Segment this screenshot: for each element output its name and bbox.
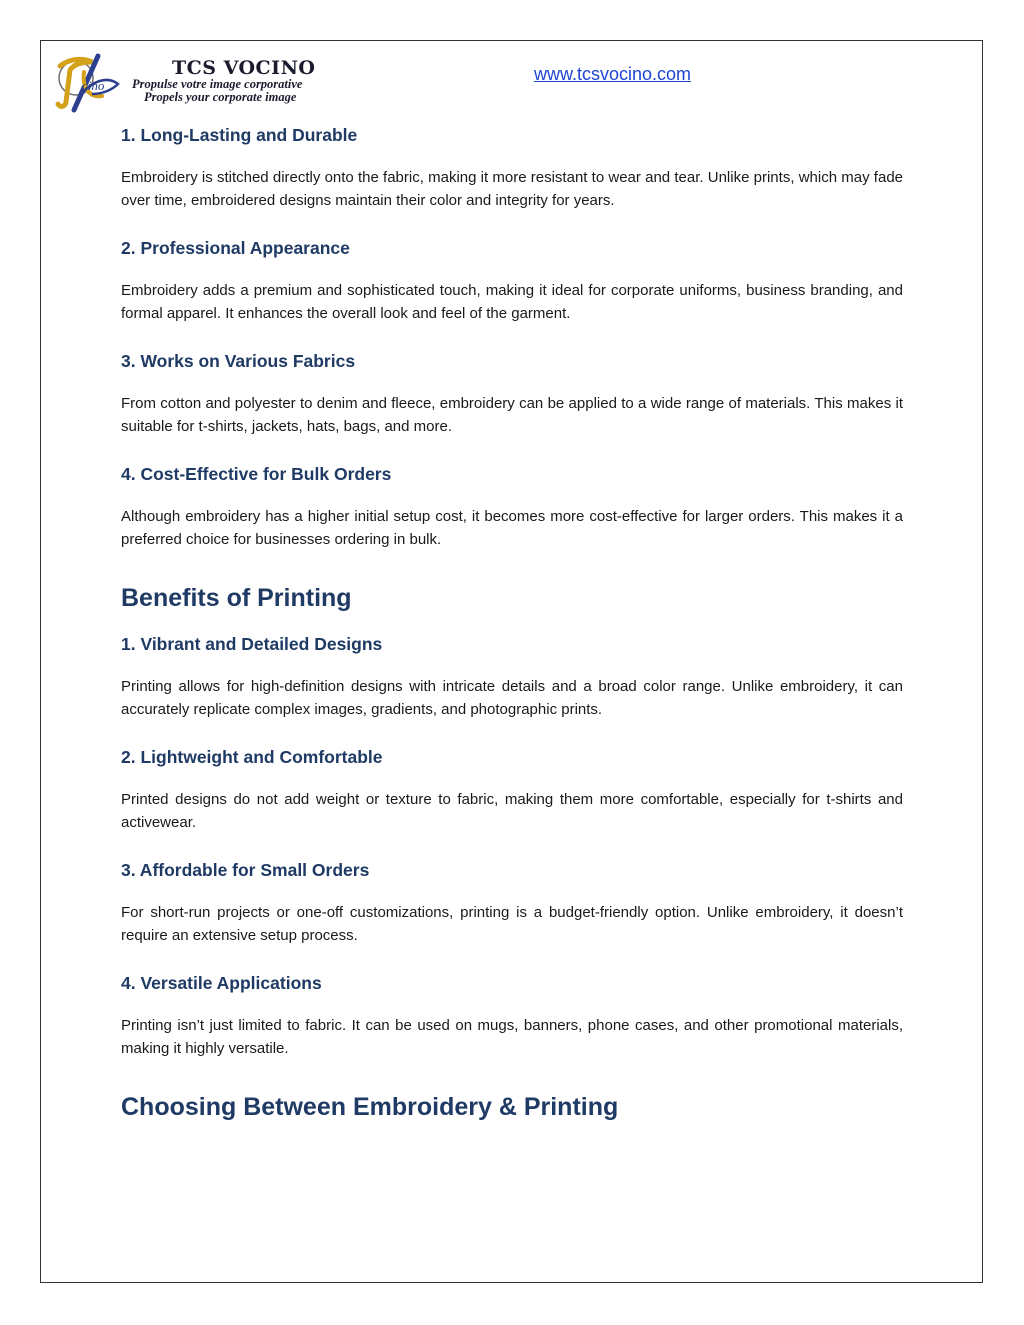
printing-section-title: Benefits of Printing [121,584,352,612]
embroidery-benefit-1-heading: 1. Long-Lasting and Durable [121,125,358,145]
website-link[interactable]: www.tcsvocino.com [534,64,692,84]
logo-text [132,58,315,104]
svg-text:cino: cino [82,78,105,93]
brand-name: TCS VOCINO [172,57,316,79]
document-body [121,122,903,1124]
embroidery-benefit-1-text: Embroidery is stitched directly onto the fabric, making it more resistant to wear and tear. Unlike prints, which may fade over time, embroidered designs maintain their color and integrity for years. [121,169,903,209]
embroidery-benefit-2-text: Embroidery adds a premium and sophisticated touch, making it ideal for corporate uniforms, business branding, and formal apparel. It enhances the overall look and feel of the garment. [121,282,903,322]
printing-benefit-3-heading: 3. Affordable for Small Orders [121,860,370,880]
choosing-section-title: Choosing Between Embroidery & Printing [121,1093,619,1121]
printing-benefit-4-text: Printing isn’t just limited to fabric. It can be used on mugs, banners, phone cases, and other promotional materials, making it highly versatile. [121,1017,903,1057]
printing-benefit-2-text: Printed designs do not add weight or texture to fabric, making them more comfortable, especially for t-shirts and activewear. [121,791,903,831]
embroidery-benefit-3-text: From cotton and polyester to denim and fleece, embroidery can be applied to a wide range of materials. This makes it suitable for t-shirts, jackets, hats, bags, and more. [121,395,903,435]
tagline-english: Propels your corporate image [144,90,297,104]
printing-benefit-4-heading: 4. Versatile Applications [121,973,322,993]
embroidery-benefit-4-text: Although embroidery has a higher initial setup cost, it becomes more cost-effective for larger orders. This makes it a preferred choice for businesses ordering in bulk. [121,508,903,548]
printing-benefit-1-heading: 1. Vibrant and Detailed Designs [121,634,383,654]
printing-benefit-2-heading: 2. Lightweight and Comfortable [121,747,383,767]
embroidery-benefit-4-heading: 4. Cost-Effective for Bulk Orders [121,464,392,484]
printing-benefit-3-text: For short-run projects or one-off customizations, printing is a budget-friendly option. Unlike embroidery, it doesn’t require an extensive setup process. [121,904,903,944]
company-logo [52,50,352,114]
tagline-french: Propulse votre image corporative [132,77,303,91]
printing-benefit-1-text: Printing allows for high-definition designs with intricate details and a broad color range. Unlike embroidery, it can accurately replicate complex images, gradients, and photographic prints. [121,678,903,718]
embroidery-benefit-2-heading: 2. Professional Appearance [121,238,350,258]
tcs-vocino-monogram-icon [52,50,128,114]
embroidery-benefit-3-heading: 3. Works on Various Fabrics [121,351,356,371]
